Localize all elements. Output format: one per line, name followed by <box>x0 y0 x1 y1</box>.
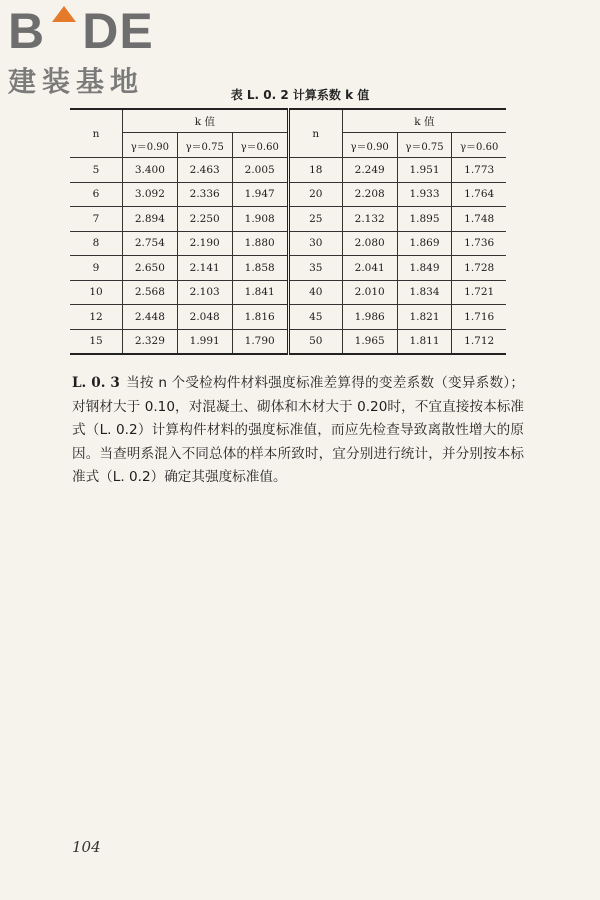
gamma-header: γ＝0.90 <box>123 133 178 158</box>
table-cell: 2.041 <box>342 256 397 281</box>
table-cell: 2.650 <box>123 256 178 281</box>
clause-paragraph <box>72 372 524 490</box>
table-cell: 2.568 <box>123 280 178 305</box>
table-cell: 9 <box>70 256 123 281</box>
table-cell: 1.811 <box>397 329 452 354</box>
table-cell: 2.249 <box>342 158 397 183</box>
table-cell: 2.132 <box>342 207 397 232</box>
table-cell: 1.773 <box>452 158 506 183</box>
table-cell: 2.048 <box>177 305 232 330</box>
gamma-header: γ＝0.60 <box>232 133 288 158</box>
table-cell: 1.736 <box>452 231 506 256</box>
table-title: 表 L. 0. 2 计算系数 k 值 <box>230 88 370 102</box>
table-cell: 2.894 <box>123 207 178 232</box>
logo-triangle-icon <box>45 6 82 56</box>
table-cell: 10 <box>70 280 123 305</box>
table-cell: 1.933 <box>397 182 452 207</box>
table-row <box>70 256 506 281</box>
k-header-right: k 值 <box>342 109 506 133</box>
table-cell: 2.190 <box>177 231 232 256</box>
table-cell: 1.721 <box>452 280 506 305</box>
table-cell: 2.010 <box>342 280 397 305</box>
table-cell: 1.790 <box>232 329 288 354</box>
table-cell: 1.991 <box>177 329 232 354</box>
table-cell: 1.908 <box>232 207 288 232</box>
table-cell: 7 <box>70 207 123 232</box>
table-cell: 1.728 <box>452 256 506 281</box>
table-row <box>70 182 506 207</box>
k-header-left: k 值 <box>123 109 289 133</box>
table-cell: 1.965 <box>342 329 397 354</box>
table-cell: 8 <box>70 231 123 256</box>
gamma-header: γ＝0.60 <box>452 133 506 158</box>
table-cell: 12 <box>70 305 123 330</box>
table-cell: 1.821 <box>397 305 452 330</box>
table-cell: 1.951 <box>397 158 452 183</box>
gamma-header: γ＝0.75 <box>177 133 232 158</box>
table-cell: 1.947 <box>232 182 288 207</box>
table-row <box>70 231 506 256</box>
logo-subtitle: 建装基地 <box>8 65 145 98</box>
table-cell: 35 <box>288 256 342 281</box>
table-cell: 1.816 <box>232 305 288 330</box>
table-cell: 2.448 <box>123 305 178 330</box>
logo-word: B DE <box>8 3 154 59</box>
table-cell: 1.986 <box>342 305 397 330</box>
table-cell: 2.005 <box>232 158 288 183</box>
table-cell: 6 <box>70 182 123 207</box>
table-cell: 1.716 <box>452 305 506 330</box>
table-cell: 2.080 <box>342 231 397 256</box>
n-header-right: n <box>288 109 342 158</box>
table-cell: 1.880 <box>232 231 288 256</box>
table-cell: 1.869 <box>397 231 452 256</box>
table-cell: 1.841 <box>232 280 288 305</box>
table-cell: 5 <box>70 158 123 183</box>
table-row <box>70 280 506 305</box>
k-value-table <box>70 108 506 355</box>
table-cell: 1.748 <box>452 207 506 232</box>
table-cell: 45 <box>288 305 342 330</box>
table-cell: 1.764 <box>452 182 506 207</box>
table-cell: 2.754 <box>123 231 178 256</box>
table-cell: 2.208 <box>342 182 397 207</box>
gamma-header: γ＝0.75 <box>397 133 452 158</box>
table-cell: 15 <box>70 329 123 354</box>
table-cell: 2.250 <box>177 207 232 232</box>
table-cell: 1.895 <box>397 207 452 232</box>
table-cell: 3.092 <box>123 182 178 207</box>
table-cell: 18 <box>288 158 342 183</box>
table-cell: 20 <box>288 182 342 207</box>
table-cell: 1.712 <box>452 329 506 354</box>
clause-text: 当按 n 个受检构件材料强度标准差算得的变差系数（变异系数）；对钢材大于 0.10，对混凝土、砌体和木材大于 0.20时，不宜直接按本标准式（L. 0.2）计算构件材料的强度标准值，而应先检查导致离散性增大的原因。当查明系混入不同总体的样本所致时，宜分别进行统计，并分别按本标准式（L. 0.2）确定其强度标准值。 <box>72 375 524 485</box>
table-cell: 40 <box>288 280 342 305</box>
table-cell: 3.400 <box>123 158 178 183</box>
gamma-header: γ＝0.90 <box>342 133 397 158</box>
n-header-left: n <box>70 109 123 158</box>
table-cell: 25 <box>288 207 342 232</box>
table-row <box>70 305 506 330</box>
table-cell: 2.336 <box>177 182 232 207</box>
table-cell: 2.141 <box>177 256 232 281</box>
table-row <box>70 329 506 354</box>
table-cell: 1.849 <box>397 256 452 281</box>
table-cell: 2.463 <box>177 158 232 183</box>
table-cell: 2.103 <box>177 280 232 305</box>
table-cell: 1.858 <box>232 256 288 281</box>
table-cell: 50 <box>288 329 342 354</box>
table-cell: 1.834 <box>397 280 452 305</box>
clause-number: L. 0. 3 <box>72 375 120 391</box>
table-cell: 2.329 <box>123 329 178 354</box>
table-cell: 30 <box>288 231 342 256</box>
table-row <box>70 158 506 183</box>
table-row <box>70 207 506 232</box>
page-number: 104 <box>72 838 101 856</box>
